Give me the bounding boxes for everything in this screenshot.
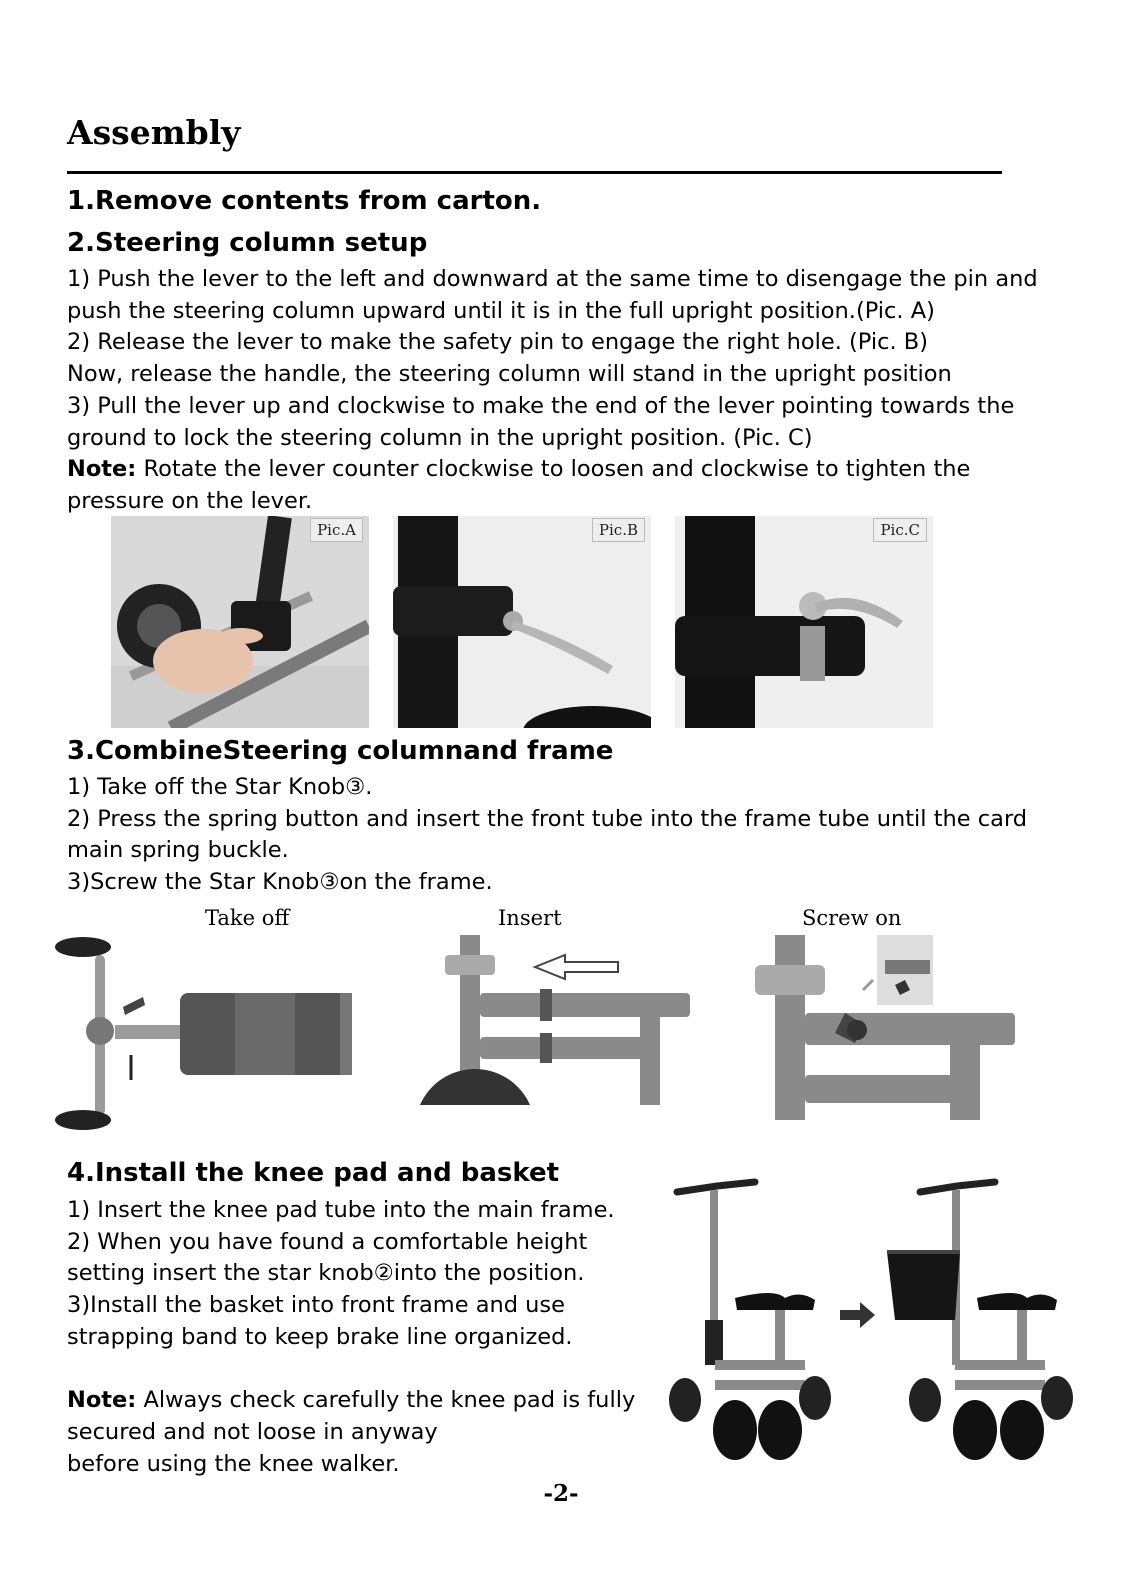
title-rule (67, 171, 1002, 174)
section-4-heading: 4.Install the knee pad and basket (67, 1158, 560, 1188)
section-3-heading: 3.CombineSteering columnand frame (67, 736, 614, 766)
section-2-line: Now, release the handle, the steering column will stand in the upright position (67, 361, 952, 388)
photo-pic-b (393, 516, 651, 728)
section-4-line: 2) When you have found a comfortable height (67, 1228, 588, 1255)
section-2-heading: 2.Steering column setup (67, 228, 428, 258)
photo-pic-c (675, 516, 933, 728)
section-2-note (67, 454, 1038, 486)
section-2-line: 2) Release the lever to make the safety pin to engage the right hole. (Pic. B) (67, 329, 928, 356)
arrow-left-icon (535, 955, 618, 979)
section-4-body (67, 1195, 635, 1480)
section-2-line: 3) Pull the lever up and clockwise to make the end of the lever pointing towards the (67, 392, 1015, 419)
section-4-line: setting insert the star knob②into the position. (67, 1260, 585, 1287)
section-3-line: main spring buckle. (67, 837, 289, 864)
knee-walker-illustration (655, 1170, 1085, 1465)
caption-take-off: Take off (205, 906, 290, 930)
section-2-body (67, 264, 1038, 518)
section-4-line: 3)Install the basket into front frame and use (67, 1292, 565, 1319)
arrow-right-icon (840, 1302, 875, 1328)
note-label: Note: (67, 1387, 137, 1414)
photo-pic-a (111, 516, 369, 728)
diagram-take-off (55, 935, 355, 1130)
section-4-note-cont: secured and not loose in anyway (67, 1418, 438, 1445)
caption-screw-on: Screw on (802, 906, 902, 930)
caption-insert: Insert (498, 906, 562, 930)
knee-walker-without-basket (669, 1182, 831, 1460)
pic-c-label: Pic.C (873, 518, 927, 542)
section-1-heading: 1.Remove contents from carton. (67, 186, 542, 216)
note-label: Note: (67, 456, 137, 483)
section-3-line: 3)Screw the Star Knob③on the frame. (67, 869, 493, 896)
pic-b-label: Pic.B (592, 518, 645, 542)
diagram-screw-on (745, 935, 1015, 1120)
section-4-line: strapping band to keep brake line organized. (67, 1323, 573, 1350)
section-3-line: 1) Take off the Star Knob③. (67, 774, 373, 800)
note-text: Always check carefully the knee pad is fully (136, 1387, 636, 1414)
page-title: Assembly (67, 113, 241, 152)
note-text: Rotate the lever counter clockwise to loosen and clockwise to tighten the (136, 456, 971, 483)
section-4-note (67, 1385, 635, 1417)
section-4-note-cont: before using the knee walker. (67, 1450, 400, 1477)
section-2-line: push the steering column upward until it is in the full upright position.(Pic. A) (67, 297, 935, 324)
section-3-line: 2) Press the spring button and insert the front tube into the frame tube until the card (67, 805, 1028, 832)
section-2-line: 1) Push the lever to the left and downward at the same time to disengage the pin and (67, 266, 1038, 292)
section-3-body (67, 772, 1027, 899)
section-2-note-cont: pressure on the lever. (67, 487, 313, 514)
section-4-line: 1) Insert the knee pad tube into the main frame. (67, 1197, 615, 1223)
page-number: -2- (543, 1480, 579, 1507)
diagram-insert (420, 935, 695, 1105)
section-2-line: ground to lock the steering column in the upright position. (Pic. C) (67, 424, 813, 451)
knee-walker-with-basket (887, 1182, 1073, 1460)
pic-a-label: Pic.A (310, 518, 363, 542)
